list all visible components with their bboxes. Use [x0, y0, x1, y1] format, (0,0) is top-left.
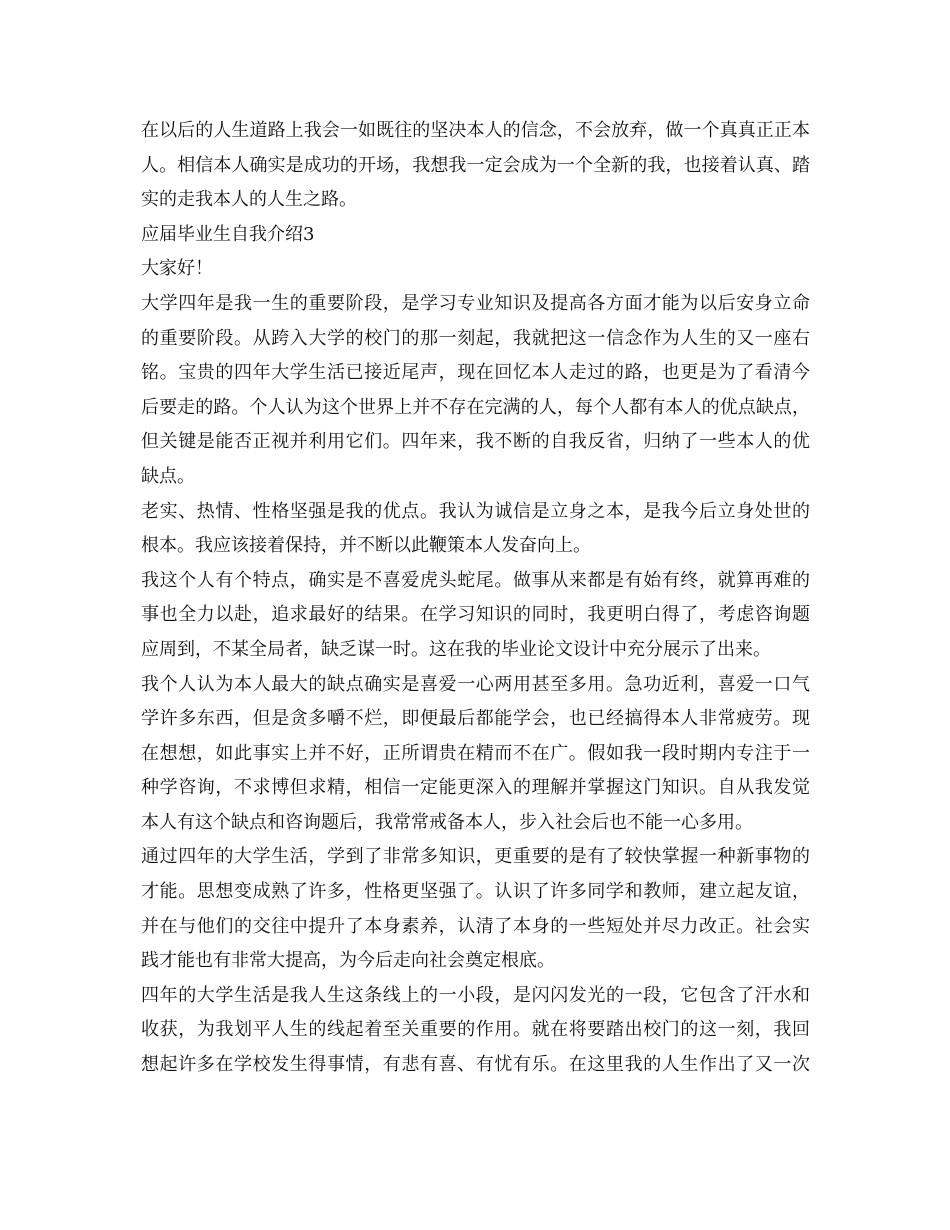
text-line: 通过四年的大学生活，学到了非常多知识，更重要的是有了较快掌握一种新事物的 — [141, 846, 810, 868]
text-line: 根本。我应该接着保持，并不断以此鞭策本人发奋向上。 — [141, 535, 591, 557]
text-line: 在以后的人生道路上我会一如既往的坚决本人的信念，不会放弃，做一个真真正正本 — [141, 120, 810, 141]
text-line: 想起许多在学校发生得事情，有悲有喜、有忧有乐。在这里我的人生作出了又一次 — [141, 1054, 810, 1076]
text-line: 我这个人有个特点，确实是不喜爱虎头蛇尾。做事从来都是有始有终，就算再难的 — [141, 569, 810, 591]
text-line: 在想想，如此事实上并不好，正所谓贵在精而不在广。假如我一段时期内专注于一 — [141, 742, 810, 764]
text-line: 才能。思想变成熟了许多，性格更坚强了。认识了许多同学和教师，建立起友谊， — [141, 881, 810, 903]
text-line: 实的走我本人的人生之路。 — [141, 189, 357, 211]
text-line: 缺点。 — [141, 465, 195, 487]
text-line: 铭。宝贵的四年大学生活已接近尾声，现在回忆本人走过的路，也更是为了看清今 — [141, 362, 810, 384]
text-line: 我个人认为本人最大的缺点确实是喜爱一心两用甚至多用。急功近利，喜爱一口气 — [141, 673, 810, 695]
text-line: 人。相信本人确实是成功的开场，我想我一定会成为一个全新的我，也接着认真、踏 — [141, 154, 810, 176]
text-line: 种学咨询，不求博但求精，相信一定能更深入的理解并掌握这门知识。自从我发觉 — [141, 777, 810, 799]
text-line: 后要走的路。个人认为这个世界上并不存在完满的人，每个人都有本人的优点缺点， — [141, 396, 810, 418]
text-line: 践才能也有非常大提高，为今后走向社会奠定根底。 — [141, 950, 555, 972]
text-line: 本人有这个缺点和咨询题后，我常常戒备本人，步入社会后也不能一心多用。 — [141, 811, 753, 833]
text-line: 的重要阶段。从跨入大学的校门的那一刻起，我就把这一信念作为人生的又一座右 — [141, 327, 810, 349]
text-line: 收获，为我划平人生的线起着至关重要的作用。就在将要踏出校门的这一刻，我回 — [141, 1019, 810, 1041]
text-line: 但关键是能否正视并利用它们。四年来，我不断的自我反省，归纳了一些本人的优 — [141, 431, 810, 453]
greeting-line: 大家好！ — [141, 258, 213, 280]
section-heading: 应届毕业生自我介绍3 — [141, 223, 315, 245]
text-line: 事也全力以赴，追求最好的结果。在学习知识的同时，我更明白得了，考虑咨询题 — [141, 604, 810, 626]
text-line: 四年的大学生活是我人生这条线上的一小段，是闪闪发光的一段，它包含了汗水和 — [141, 984, 810, 1006]
text-line: 学许多东西，但是贪多嚼不烂，即便最后都能学会，也已经搞得本人非常疲劳。现 — [141, 708, 810, 730]
text-line: 大学四年是我一生的重要阶段，是学习专业知识及提高各方面才能为以后安身立命 — [141, 292, 810, 314]
text-line: 并在与他们的交往中提升了本身素养，认清了本身的一些短处并尽力改正。社会实 — [141, 915, 810, 937]
text-line: 老实、热情、性格坚强是我的优点。我认为诚信是立身之本，是我今后立身处世的 — [141, 500, 810, 522]
text-line: 应周到，不某全局者，缺乏谋一时。这在我的毕业论文设计中充分展示了出来。 — [141, 638, 771, 660]
